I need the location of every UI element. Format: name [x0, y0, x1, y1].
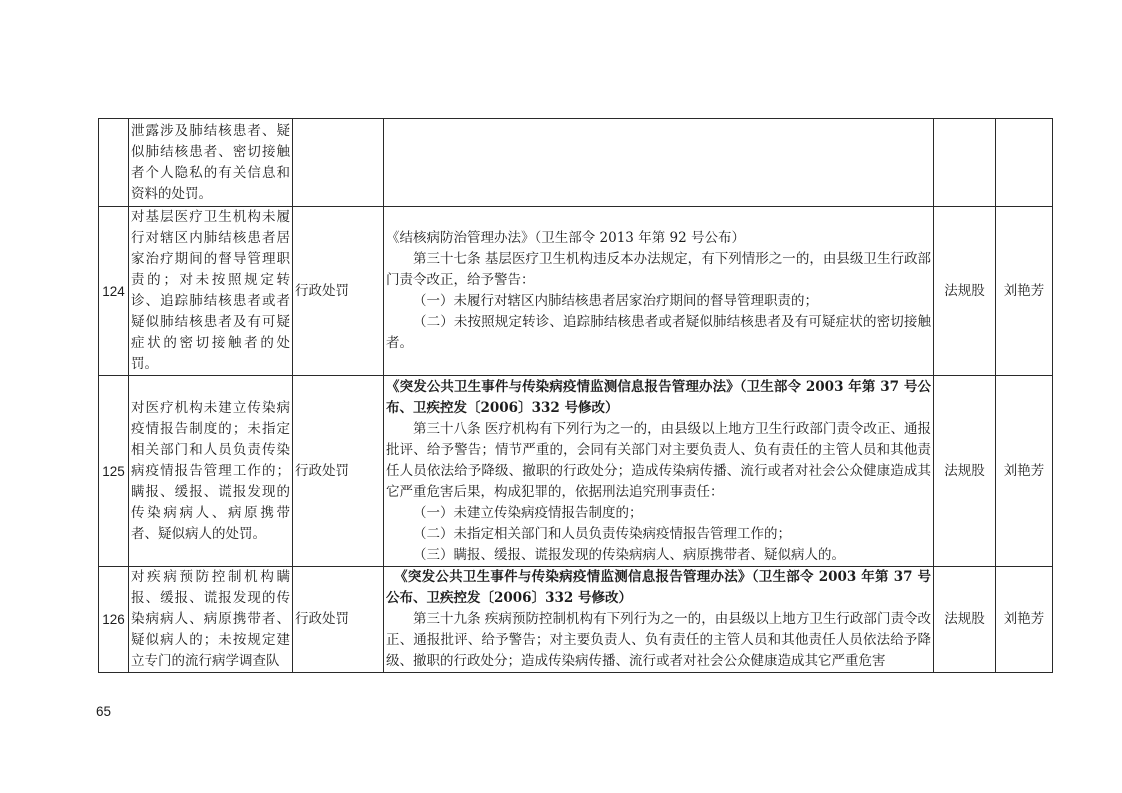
matter-cell: 对医疗机构未建立传染病疫情报告制度的；未指定相关部门和人员负责传染病疫情报告管理工作的；瞒报、缓报、谎报发现的传染病病人、病原携带者、疑似病人的处罚。: [129, 376, 293, 567]
legal-basis-cell: [384, 376, 934, 567]
legal-paragraph: （二）未按照规定转诊、追踪肺结核患者或者疑似肺结核患者及有可疑症状的密切接触者。: [386, 314, 931, 351]
department-cell: 法规股: [934, 376, 996, 567]
table-row-124: [99, 207, 1053, 376]
legal-paragraph: （一）未履行对辖区内肺结核患者居家治疗期间的督导管理职责的；: [413, 293, 818, 309]
legal-basis-cell: [384, 567, 934, 673]
legal-paragraph: （三）瞒报、缓报、谎报发现的传染病病人、病原携带者、疑似病人的。: [413, 546, 845, 563]
table-row-continuation: [99, 119, 1053, 207]
serial-cell: 124: [99, 207, 129, 376]
table-body: [99, 119, 1053, 673]
handler-cell: 刘艳芳: [996, 207, 1053, 376]
serial-cell: 125: [99, 376, 129, 567]
penalty-type-cell: 行政处罚: [293, 207, 384, 376]
department-cell: 法规股: [934, 567, 996, 673]
penalty-type-cell: 行政处罚: [293, 376, 384, 567]
table-row-126: [99, 567, 1053, 673]
legal-paragraph: （二）未指定相关部门和人员负责传染病疫情报告管理工作的；: [413, 525, 791, 542]
legal-basis-cell: [384, 207, 934, 376]
penalty-type-cell: [293, 119, 384, 207]
page-number: 65: [96, 704, 112, 719]
table-row-125: [99, 376, 1053, 567]
department-cell: 法规股: [934, 207, 996, 376]
handler-cell: 刘艳芳: [996, 376, 1053, 567]
penalty-items-table: [98, 118, 1053, 673]
serial-cell: 126: [99, 567, 129, 673]
matter-cell: 对基层医疗卫生机构未履行对辖区内肺结核患者居家治疗期间的督导管理职责的；对未按照规定转诊、追踪肺结核患者或者疑似肺结核患者及有可疑症状的密切接触者的处罚。: [129, 207, 293, 376]
matter-cell: 对疾病预防控制机构瞒报、缓报、谎报发现的传染病病人、病原携带者、疑似病人的；未按规定建立专门的流行病学调查队: [129, 567, 293, 673]
law-citation: 《突发公共卫生事件与传染病疫情监测信息报告管理办法》（卫生部令 2003 年第 37 号公布、卫疾控发〔2006〕332 号修改）: [386, 569, 931, 606]
matter-cell: 泄露涉及肺结核患者、疑似肺结核患者、密切接触者个人隐私的有关信息和资料的处罚。: [129, 119, 293, 207]
handler-cell: [996, 119, 1053, 207]
penalty-type-cell: 行政处罚: [293, 567, 384, 673]
serial-cell: [99, 119, 129, 207]
law-citation: 《突发公共卫生事件与传染病疫情监测信息报告管理办法》（卫生部令 2003 年第 37 号公布、卫疾控发〔2006〕332 号修改）: [386, 378, 931, 416]
handler-cell: 刘艳芳: [996, 567, 1053, 673]
legal-paragraph: 第三十七条 基层医疗卫生机构违反本办法规定，有下列情形之一的，由县级卫生行政部门责令改正，给予警告：: [386, 251, 931, 288]
law-citation: 《结核病防治管理办法》（卫生部令 2013 年第 92 号公布）: [386, 230, 745, 246]
legal-paragraph: （一）未建立传染病疫情报告制度的；: [413, 504, 643, 521]
legal-paragraph: 第三十九条 疾病预防控制机构有下列行为之一的，由县级以上地方卫生行政部门责令改正、通报批评、给予警告；对主要负责人、负有责任的主管人员和其他责任人员依法给予降级、撤职的行政处分；造成传染病传播、流行或者对社会公众健康造成其它严重危害: [386, 611, 931, 669]
department-cell: [934, 119, 996, 207]
legal-paragraph: 第三十八条 医疗机构有下列行为之一的，由县级以上地方卫生行政部门责令改正、通报批评、给予警告；情节严重的，会同有关部门对主要负责人、负有责任的主管人员和其他责任人员依法给予降级、撤职的行政处分；造成传染病传播、流行或者对社会公众健康造成其它严重危害后果，构成犯罪的，依据刑法追究刑事责任：: [386, 420, 931, 500]
legal-basis-cell: [384, 119, 934, 207]
